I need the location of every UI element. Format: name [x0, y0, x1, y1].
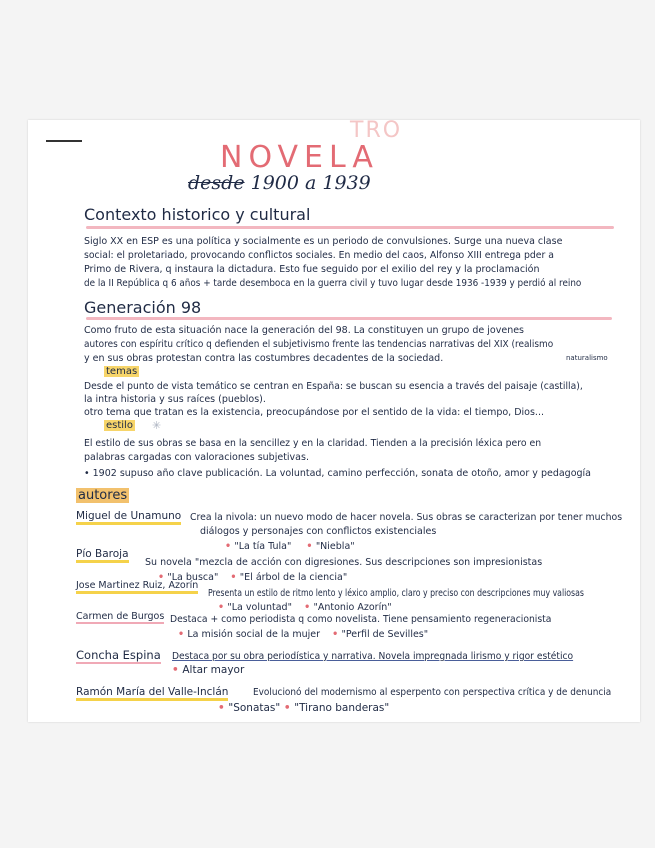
- generacion-line: Como fruto de esta situación nace la generación del 98. La constituyen un grupo de jovenes: [84, 325, 525, 336]
- bullet-1902: [84, 467, 591, 480]
- section-rule: [86, 226, 614, 229]
- author-name: [76, 510, 181, 522]
- author-azorin: Jose Martinez Ruiz, Azorín: [76, 580, 198, 594]
- section-heading-contexto: Contexto historico y cultural: [84, 205, 311, 224]
- subtitle-dates: 1900 a 1939: [244, 172, 371, 194]
- contexto-line: social: el proletariado, provocando conflictos sociales. En medio del caos, Alfonso XIII entrega pder a: [84, 250, 554, 261]
- author-name: [76, 611, 164, 622]
- author-works: • "La busca" • "El árbol de la ciencia": [158, 572, 348, 583]
- author-desc: Crea la nivola: un nuevo modo de hacer novela. Sus obras se caracterizan por tener muchos: [190, 512, 623, 523]
- author-works: • "Sonatas" • "Tirano banderas": [218, 702, 390, 714]
- author-desc: Presenta un estilo de ritmo lento y léxico amplio, claro y preciso con descripciones muy valiosas: [208, 588, 584, 599]
- author-works: • Altar mayor: [172, 664, 245, 676]
- author-burgos: Carmen de Burgos: [76, 611, 165, 622]
- author-works: • "La voluntad" • "Antonio Azorín": [218, 602, 392, 613]
- author-works: • "La tía Tula" • "Niebla": [225, 541, 355, 552]
- author-name: [76, 580, 198, 591]
- contexto-line: Primo de Rivera, q instaura la dictadura. Esto fue seguido por el exilio del rey y la proclamación: [84, 264, 540, 275]
- author-desc: [172, 650, 573, 663]
- work: "El árbol de la ciencia": [239, 572, 348, 583]
- author-desc: diálogos y personajes con conflictos existenciales: [200, 526, 437, 537]
- work: Altar mayor: [182, 664, 245, 676]
- author-works: • La misión social de la mujer • "Perfil de Sevilles": [178, 629, 429, 640]
- asterisk-icon: ✳: [152, 419, 162, 432]
- author-name: [76, 686, 228, 698]
- temas-line: otro tema que tratan es la existencia, preocupándose por el sentido de la vida: el tiempo, Dios...: [84, 407, 544, 418]
- section-heading-generacion: Generación 98: [84, 298, 202, 317]
- section-rule: [86, 317, 612, 320]
- author-desc: Destaca + como periodista q como novelista. Tiene pensamiento regeneracionista: [170, 614, 552, 625]
- bullet-text: 1902 supuso año clave publicación. La voluntad, camino perfección, sonata de otoño, amor y pedagogía: [92, 468, 591, 479]
- page-subtitle: [188, 172, 371, 194]
- temas-line: la intra historia y sus raíces (pueblos).: [84, 394, 266, 405]
- temas-line: Desde el punto de vista temático se centran en España: se buscan su esencia a través del paisaje (castilla),: [84, 381, 583, 392]
- tag-estilo: estilo: [106, 420, 133, 431]
- work: La misión social de la mujer: [187, 629, 321, 640]
- work: "Antonio Azorín": [313, 602, 392, 613]
- page-title: NOVELA: [220, 140, 379, 175]
- work: "Tirano banderas": [294, 702, 390, 714]
- tag-temas: temas: [106, 366, 138, 377]
- estilo-line: palabras cargadas con valoraciones subjetivas.: [84, 452, 309, 463]
- generacion-line: autores con espíritu crítico q defienden el subjetivismo frente las tendencias narrativas del XIX (realismo: [84, 339, 554, 350]
- contexto-line: Siglo XX en ESP es una política y socialmente es un periodo de convulsiones. Surge una nueva clase: [84, 236, 563, 247]
- author-baroja: Pío Baroja: [76, 548, 129, 563]
- author-espina: Concha Espina: [76, 648, 161, 662]
- contexto-line: de la II República q 6 años + tarde desemboca en la guerra civil y tuvo lugar desde 1936 -1939 y perdió al reino: [84, 278, 582, 289]
- author-name: [76, 548, 129, 560]
- subtitle-struck: desde: [188, 172, 245, 194]
- bullet-icon: •: [84, 468, 93, 479]
- bleed-through-text: TRO: [350, 118, 403, 143]
- author-unamuno: Miguel de Unamuno: [76, 510, 181, 525]
- work: "La busca": [167, 572, 219, 583]
- work: "Niebla": [315, 541, 355, 552]
- generacion-line: y en sus obras protestan contra las costumbres decadentes de la sociedad.: [84, 353, 444, 364]
- author-desc-text: Destaca por su obra periodística y narrativa. Novela impregnada lirismo y rigor estético: [172, 651, 574, 662]
- work: "Perfil de Sevilles": [341, 629, 429, 640]
- author-valle-inclan: Ramón María del Valle-Inclán: [76, 686, 228, 701]
- pencil-mark: [46, 140, 82, 142]
- tag-autores: autores: [78, 488, 128, 503]
- author-name: [76, 648, 161, 662]
- author-desc: Evolucionó del modernismo al esperpento con perspectiva crítica y de denuncia: [253, 687, 612, 698]
- generacion-note: naturalismo: [566, 354, 608, 362]
- estilo-line: El estilo de sus obras se basa en la sencillez y en la claridad. Tienden a la precisión léxica pero en: [84, 438, 542, 449]
- work: "La tía Tula": [234, 541, 292, 552]
- work: "La voluntad": [227, 602, 292, 613]
- author-desc: Su novela "mezcla de acción con digresiones. Sus descripciones son impresionistas: [145, 557, 543, 568]
- work: "Sonatas": [228, 702, 281, 714]
